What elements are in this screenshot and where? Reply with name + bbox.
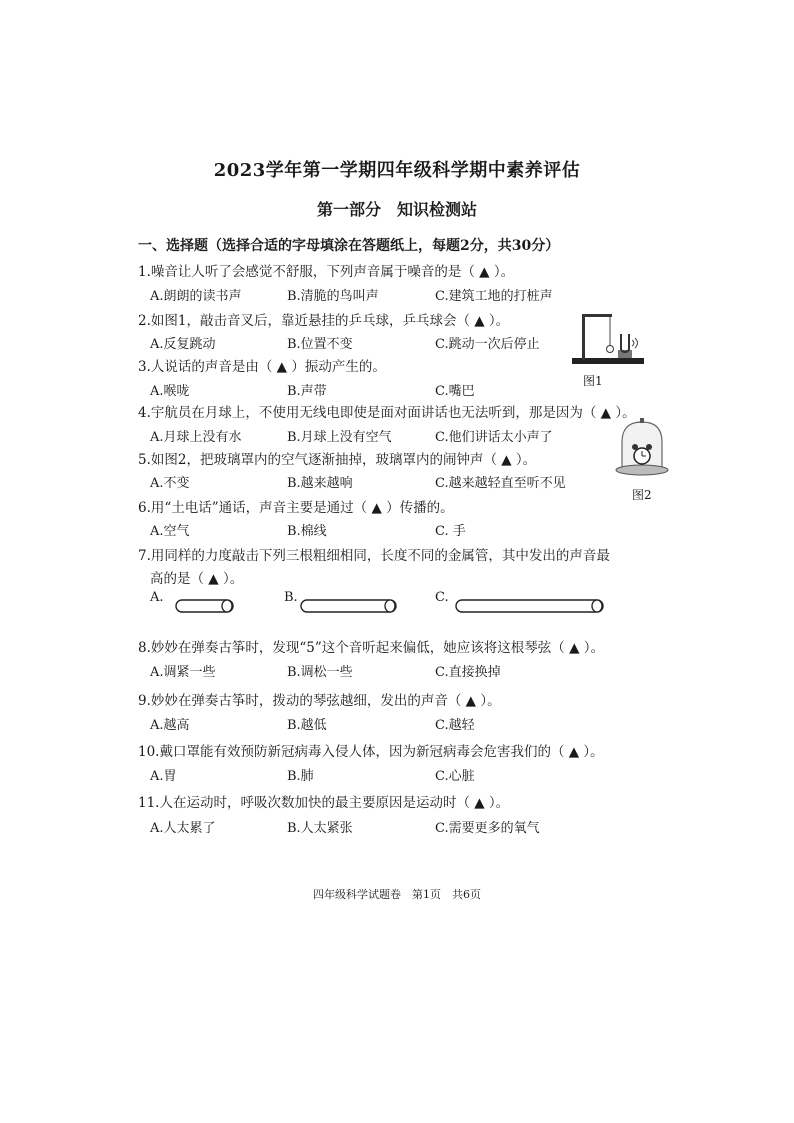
pipe-long [456,599,604,613]
q1-option-c: C.建筑工地的打桩声 [435,289,553,304]
q3-option-a: A.喉咙 [150,384,190,399]
q7-option-a: A. [150,590,164,605]
question-9: 9.妙妙在弹奏古筝时，拨动的琴弦越细，发出的声音（ ▲ ）。 [138,693,501,709]
pipe-medium [301,599,397,613]
question-1: 1.噪音让人听了会感觉不舒服，下列声音属于噪音的是（ ▲ ）。 [138,264,515,280]
question-5: 5.如图2，把玻璃罩内的空气逐渐抽掉，玻璃罩内的闹钟声（ ▲ ）。 [138,452,537,468]
page-footer: 四年级科学试题卷 第1页 共6页 [313,888,481,901]
q2-option-c: C.跳动一次后停止 [435,337,540,352]
q1-option-a: A.朗朗的读书声 [150,289,242,304]
figure-2-caption: 图2 [632,488,652,502]
question-3: 3.人说话的声音是由（ ▲ ）振动产生的。 [138,359,386,375]
q8-option-c: C.直接换掉 [435,665,501,680]
q4-option-a: A.月球上没有水 [150,430,242,445]
question-4: 4.宇航员在月球上，不使用无线电即使是面对面讲话也无法听到，那是因为（ ▲ ）。 [138,405,636,421]
q10-option-b: B.肺 [287,769,314,784]
q8-option-b: B.调松一些 [287,665,353,680]
q6-option-c: C. 手 [435,524,466,539]
q5-option-a: A.不变 [150,476,190,491]
q2-option-a: A.反复跳动 [150,337,216,352]
q9-option-a: A.越高 [150,718,190,733]
q9-option-b: B.越低 [287,718,327,733]
q3-option-b: B.声带 [287,384,327,399]
page-title: 2023学年第一学期四年级科学期中素养评估 [213,160,581,181]
q11-option-c: C.需要更多的氧气 [435,821,540,836]
q6-option-a: A.空气 [150,524,190,539]
question-11: 11.人在运动时，呼吸次数加快的最主要原因是运动时（ ▲ ）。 [138,795,510,811]
q7-option-c: C. [435,590,449,605]
q11-option-b: B.人太紧张 [287,821,353,836]
q11-option-a: A.人太累了 [150,821,216,836]
figure-1-caption: 图1 [583,374,603,388]
page-subtitle: 第一部分 知识检测站 [316,200,477,219]
q7-option-b: B. [284,590,298,605]
q10-option-a: A.胃 [150,769,177,784]
q5-option-c: C.越来越轻直至听不见 [435,476,566,491]
q9-option-c: C.越轻 [435,718,475,733]
q2-option-b: B.位置不变 [287,337,353,352]
figure-2-bell-jar [614,418,670,480]
q3-option-c: C.嘴巴 [435,384,475,399]
q6-option-b: B.棉线 [287,524,327,539]
section-heading: 一、选择题（选择合适的字母填涂在答题纸上，每题2分，共30分） [138,238,560,254]
q4-option-c: C.他们讲话太小声了 [435,430,553,445]
question-2: 2.如图1，敲击音叉后，靠近悬挂的乒乓球，乒乓球会（ ▲ ）。 [138,313,510,329]
question-10: 10.戴口罩能有效预防新冠病毒入侵人体，因为新冠病毒会危害我们的（ ▲ ）。 [138,744,604,760]
question-7: 7.用同样的力度敲击下列三根粗细相同，长度不同的金属管，其中发出的声音最 [138,548,610,564]
pipe-short [176,599,234,613]
question-8: 8.妙妙在弹奏古筝时，发现“5”这个音听起来偏低，她应该将这根琴弦（ ▲ ）。 [138,640,604,656]
figure-1-tuning-fork [570,306,650,370]
q10-option-c: C.心脏 [435,769,475,784]
q5-option-b: B.越来越响 [287,476,353,491]
q1-option-b: B.清脆的鸟叫声 [287,289,379,304]
question-7-cont: 高的是（ ▲ ）。 [150,571,244,587]
q4-option-b: B.月球上没有空气 [287,430,392,445]
question-6: 6.用“土电话”通话，声音主要是通过（ ▲ ）传播的。 [138,500,454,516]
q8-option-a: A.调紧一些 [150,665,216,680]
